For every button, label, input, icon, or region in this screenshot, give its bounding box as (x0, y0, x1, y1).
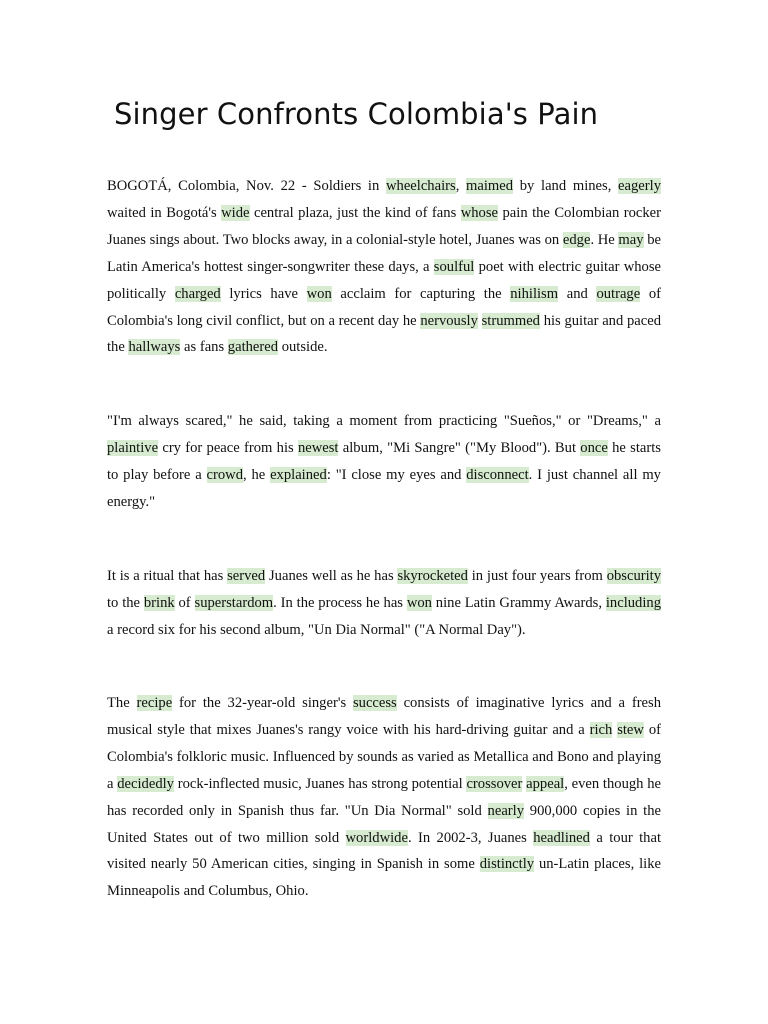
highlighted-word: rich (589, 721, 613, 738)
highlighted-word: plaintive (107, 439, 159, 456)
highlighted-word: edge (562, 231, 591, 248)
paragraph-1 (107, 173, 661, 361)
highlighted-word: brink (143, 594, 175, 611)
text-run: It is a ritual that has (107, 568, 228, 584)
text-run: and (558, 285, 597, 302)
text-run: he starts to play before a (107, 439, 661, 483)
text-run: : "I close my eyes and (326, 466, 467, 483)
text-run: by land mines, (513, 178, 619, 194)
highlighted-word: won (306, 285, 332, 302)
highlighted-word: maimed (466, 178, 514, 194)
highlighted-word: superstardom (194, 594, 274, 611)
text-run: . I just channel all my energy." (107, 466, 661, 510)
text-run: pain the Colombian rocker Juanes sings about. Two blocks away, in a colonial-style hotel, Juanes was on (107, 204, 661, 248)
highlighted-word: recipe (136, 695, 173, 711)
highlighted-word: wide (221, 204, 250, 221)
text-run: poet with electric guitar whose politically (107, 258, 661, 302)
text-run: "I'm always scared," he said, taking a moment from practicing "Sueños," or "Dreams," a (107, 413, 661, 429)
highlighted-word: may (618, 231, 644, 248)
highlighted-word: nihilism (510, 285, 559, 302)
text-run: be Latin America's hottest singer-songwriter these days, a (107, 231, 661, 275)
highlighted-word: outrage (596, 285, 641, 302)
text-run: BOGOTÁ, Colombia, Nov. 22 - Soldiers in (107, 178, 386, 194)
text-run: outside. (278, 339, 328, 356)
highlighted-word: distinctly (479, 856, 535, 873)
text-run: , (455, 178, 467, 194)
highlighted-word: eagerly (618, 178, 661, 194)
text-run: a record six for his second album, "Un Dia Normal" ("A Normal Day"). (107, 621, 526, 638)
highlighted-word: hallways (128, 339, 181, 356)
highlighted-word: served (227, 568, 266, 584)
highlighted-word: explained (270, 466, 327, 483)
text-run: consists of imaginative lyrics and a fresh musical style that mixes Juanes's rangy voice with his hard-driving guitar and a (107, 695, 662, 738)
highlighted-word: wheelchairs (385, 178, 456, 194)
text-run: of Colombia's folkloric music. Influenced by sounds as varied as Metallica and Bono and playing a (107, 721, 661, 792)
highlighted-word: obscurity (606, 568, 662, 584)
text-run: central plaza, just the kind of fans (249, 204, 461, 221)
highlighted-word: worldwide (345, 829, 408, 846)
paragraph-2 (107, 408, 661, 516)
highlighted-word: decidedly (117, 775, 174, 792)
highlighted-word: appeal (526, 775, 565, 792)
highlighted-word: crossover (466, 775, 523, 792)
highlighted-word: nervously (420, 312, 478, 329)
text-run: his guitar and paced the (107, 312, 662, 356)
highlighted-word: disconnect (466, 466, 529, 483)
text-run: 900,000 copies in the United States out of two million sold (107, 802, 661, 846)
text-run: album, "Mi Sangre" ("My Blood"). But (338, 439, 581, 456)
highlighted-word: success (352, 695, 397, 711)
text-run: of Colombia's long civil conflict, but on a recent day he (107, 285, 661, 329)
highlighted-word: gathered (227, 339, 279, 356)
paragraph-3 (107, 563, 661, 644)
text-run: un-Latin places, like Minneapolis and Columbus, Ohio. (107, 856, 661, 900)
highlighted-word: stew (617, 721, 644, 738)
highlighted-word: soulful (433, 258, 475, 275)
text-run: The (107, 695, 137, 711)
text-run: , he (243, 466, 271, 483)
text-run: . In 2002-3, Juanes (407, 829, 534, 846)
text-run: in just four years from (467, 568, 607, 584)
paragraph-4 (107, 690, 661, 905)
text-run: nine Latin Grammy Awards, (431, 594, 606, 611)
text-run: to the (107, 594, 144, 611)
text-run: Juanes well as he has (265, 568, 398, 584)
text-run: a tour that visited nearly 50 American cities, singing in Spanish in some (107, 829, 661, 873)
highlighted-word: won (406, 594, 432, 611)
text-run: , even though he has recorded only in Spanish thus far. "Un Dia Normal" sold (107, 775, 661, 819)
highlighted-word: whose (460, 204, 499, 221)
highlighted-word: once (580, 439, 608, 456)
highlighted-word: headlined (533, 829, 590, 846)
highlighted-word: crowd (206, 466, 243, 483)
text-run: of (174, 594, 195, 611)
highlighted-word: charged (174, 285, 221, 302)
text-run: . In the process he has (273, 594, 407, 611)
highlighted-word: including (605, 594, 661, 611)
text-run: lyrics have (220, 285, 307, 302)
highlighted-word: nearly (487, 802, 525, 819)
highlighted-word: skyrocketed (397, 568, 468, 584)
document-title: Singer Confronts Colombia's Pain (114, 97, 599, 131)
highlighted-word: strummed (481, 312, 540, 329)
text-run: rock-inflected music, Juanes has strong potential (173, 775, 467, 792)
text-run: . He (590, 231, 619, 248)
highlighted-word: newest (297, 439, 339, 456)
text-run: waited in Bogotá's (107, 204, 222, 221)
text-run: for the 32-year-old singer's (172, 695, 353, 711)
text-run: cry for peace from his (158, 439, 298, 456)
text-run: as fans (180, 339, 228, 356)
text-run: acclaim for capturing the (331, 285, 511, 302)
